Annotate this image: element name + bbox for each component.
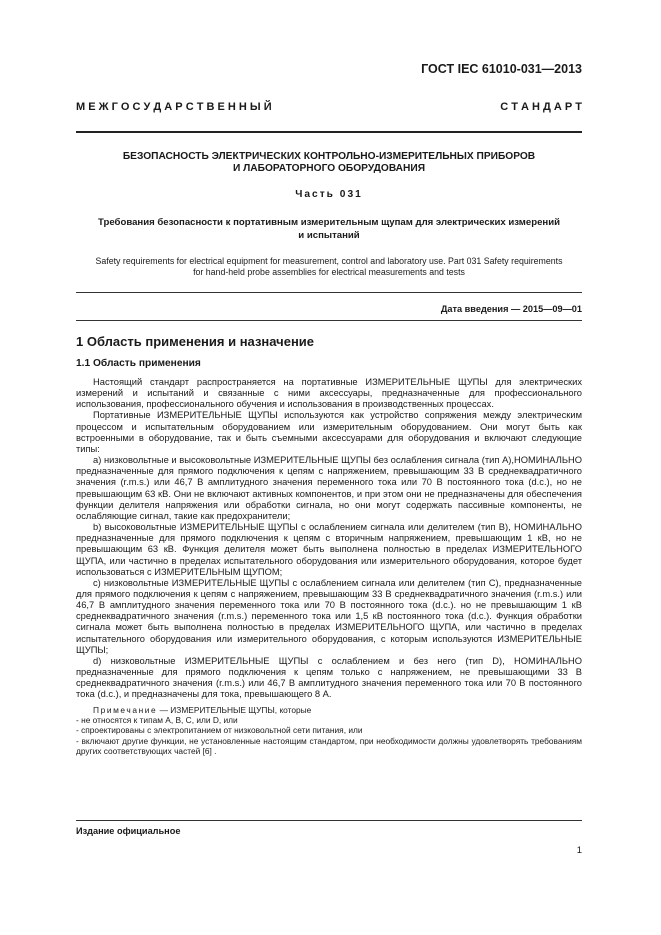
paragraph-type-d: d) низковольтные ИЗМЕРИТЕЛЬНЫЕ ЩУПЫ с ослаблением и без него (тип D), НОМИНАЛЬНО предназначенные для прямого подключения к цепям только с напряжением, не превышающими 33 В среднеквадратичного значения (r.m.s.) или 46,7 В амплитудного значения переменного тока или 70 В постоянного тока (d.c.), и предназначены для тока, превышающего 8 А. bbox=[76, 655, 582, 700]
note-block bbox=[76, 705, 582, 757]
note-label: Примечание bbox=[93, 704, 158, 715]
note-item: - спроектированы с электропитанием от низковольтной сети питания, или bbox=[76, 725, 363, 736]
section-body bbox=[76, 377, 582, 757]
title-rule bbox=[76, 292, 582, 293]
subtitle-line-1: Требования безопасности к портативным измерительным щупам для электрических измерений bbox=[97, 217, 561, 228]
english-title-line-1: Safety requirements for electrical equipment for measurement, control and laboratory use. Part 031 Safety requirements bbox=[95, 256, 563, 266]
official-edition-label: Издание официальное bbox=[76, 826, 181, 836]
note-text: — ИЗМЕРИТЕЛЬНЫЕ ЩУПЫ, которые bbox=[157, 704, 312, 715]
page-number: 1 bbox=[576, 845, 582, 856]
english-title-line-2: for hand-held probe assemblies for electrical measurements and tests bbox=[193, 267, 465, 277]
note-item: - включают другие функции, не установленные настоящим стандартом, при необходимости должны удовлетворять требованиям других соответствующих частей [6] . bbox=[76, 735, 582, 757]
note-heading bbox=[76, 705, 582, 715]
subtitle-line-2: и испытаний bbox=[298, 229, 360, 241]
standard-code: ГОСТ IEC 61010-031—2013 bbox=[421, 62, 582, 76]
title-line-1: БЕЗОПАСНОСТЬ ЭЛЕКТРИЧЕСКИХ КОНТРОЛЬНО-ИЗМЕРИТЕЛЬНЫХ ПРИБОРОВ bbox=[122, 151, 536, 162]
paragraph-scope: Настоящий стандарт распространяется на портативные ИЗМЕРИТЕЛЬНЫЕ ЩУПЫ для электрических измерений и испытаний и связанные с ними аксессуары, предназначенные для профессионального использования, профессионального обучения и использования в производственных процессах. bbox=[76, 377, 582, 410]
part-number: Часть 031 bbox=[295, 189, 363, 200]
introduction-date: Дата введения — 2015—09—01 bbox=[440, 304, 582, 314]
note-item: - не относятся к типам A, B, C, или D, или bbox=[76, 714, 238, 725]
banner-word-standard: С Т А Н Д А Р Т bbox=[500, 101, 582, 113]
banner-word-interstate: М Е Ж Г О С У Д А Р С Т В Е Н Н Ы Й bbox=[76, 101, 272, 113]
subsection-heading: 1.1 Область применения bbox=[76, 358, 201, 369]
header-rule bbox=[76, 131, 582, 133]
date-rule bbox=[76, 320, 582, 321]
paragraph-type-c: c) низковольтные ИЗМЕРИТЕЛЬНЫЕ ЩУПЫ с ослаблением сигнала или делителем (тип С), предназначенные для прямого подключения к цепям с напряжением, превышающим 33 В среднеквадратичного значения (r.m.s.) или 46,7 В амплитудного значения переменного тока или 70 В постоянного тока (d.c.). но не превышающим 1 кВ среднеквадратичного значения (r.m.s.) переменного тока или 1,5 кВ постоянного тока (d.c.). Функция обработки сигнала может быть выполнена полностью в пределах ИЗМЕРИТЕЛЬНОГО ЩУПА, или частично в пределах испытательного оборудования или измерительного оборудования, с которым используются ИЗМЕРИТЕЛЬНЫЕ ЩУПЫ; bbox=[76, 577, 582, 655]
footer-rule bbox=[76, 820, 582, 821]
document-subtitle bbox=[76, 217, 582, 242]
paragraph-usage: Портативные ИЗМЕРИТЕЛЬНЫЕ ЩУПЫ используются как устройство сопряжения между электрическим процессом и испытательным оборудованием или измерительным оборудованием. Они могут быть как встроенными в оборудование, так и быть съемными аксессуарами для оборудования и включают следующие типы: bbox=[76, 410, 582, 454]
paragraph-type-b: b) высоковольтные ИЗМЕРИТЕЛЬНЫЕ ЩУПЫ с ослаблением сигнала или делителем (тип В), НОМИНАЛЬНО предназначенные для прямого подключения к цепям с вторичным напряжением, превышающим 1 кВ, но не превышающим 63 кВ. Функция делителя может быть выполнена полностью в пределах ИЗМЕРИТЕЛЬНОГО ЩУПА, или частично в пределах испытательного оборудования или измерительного оборудования, которое будет использоваться с ИЗМЕРИТЕЛЬНЫМ ЩУПОМ; bbox=[76, 522, 582, 577]
section-heading: 1 Область применения и назначение bbox=[76, 334, 315, 349]
paragraph-type-a: а) низковольтные и высоковольтные ИЗМЕРИТЕЛЬНЫЕ ЩУПЫ без ослабления сигнала (тип А),НОМИНАЛЬНО предназначенные для прямого подключения к цепям с напряжением, превышающим 33 В среднеквадратичного значения (r.m.s.) или 46,7 В амплитудного значения переменного тока или 70 В постоянного тока (d.c.), но не превышающим 63 кВ. Они не включают активных компонентов, и при этом они не предназначены для обеспечения функции делителя напряжения или обработки сигнала, но они могут содержать пассивные компоненты, не ослабляющие сигнал, такие как предохранители; bbox=[76, 455, 582, 521]
title-line-2: И ЛАБОРАТОРНОГО ОБОРУДОВАНИЯ bbox=[232, 163, 426, 174]
english-title bbox=[76, 256, 582, 278]
document-title bbox=[76, 151, 582, 175]
